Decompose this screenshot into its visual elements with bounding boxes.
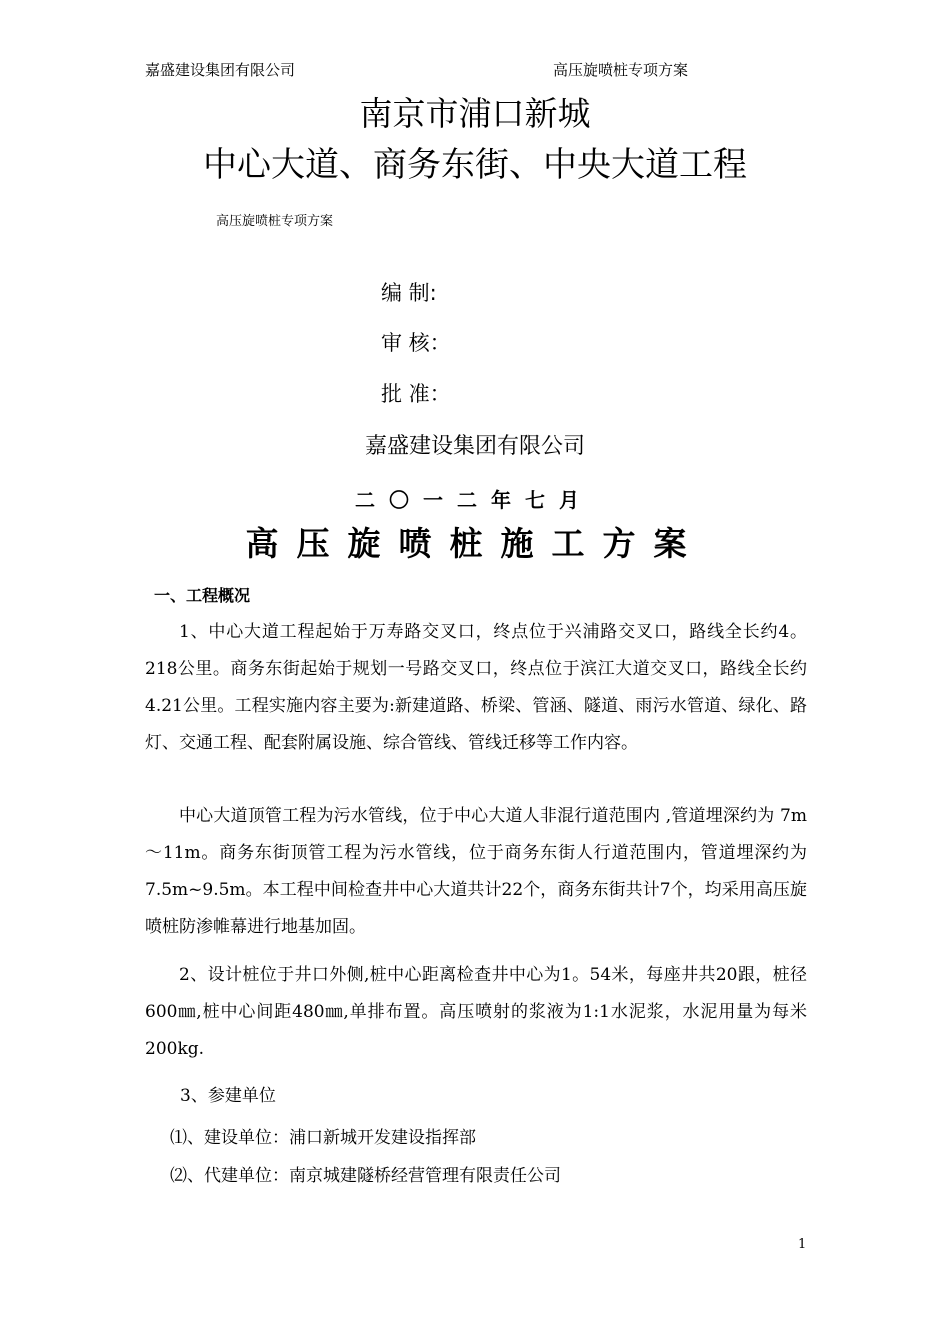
cover-subtitle: 高压旋喷桩专项方案 xyxy=(216,214,334,229)
cover-title-line1: 南京市浦口新城 xyxy=(359,94,591,133)
compiled-by-label: 编 制: xyxy=(381,281,437,305)
document-title: 高压旋喷桩施工方案 xyxy=(245,524,705,563)
header-company: 嘉盛建设集团有限公司 xyxy=(145,61,296,79)
list-item: 3、参建单位 xyxy=(180,1086,276,1106)
paragraph-2: 中心大道顶管工程为污水管线，位于中心大道人非混行道范围内 ,管道埋深约为 7m～11m。商务东街顶管工程为污水管线，位于商务东街人行道范围内，管道埋深约为7.5m~9.5m。本工程中间检查井中心大道共计22个，商务东街共计7个，均采用高压旋喷桩防渗帷幕进行地基加固。 xyxy=(145,806,807,937)
reviewed-by-label: 审 核： xyxy=(381,331,451,355)
cover-title-line2: 中心大道、商务东街、中央大道工程 xyxy=(203,145,747,185)
page-number: 1 xyxy=(798,1237,807,1252)
list-item: ⑵、代建单位：南京城建隧桥经营管理有限责任公司 xyxy=(170,1166,561,1186)
cover-date: 二〇一二年七月 xyxy=(355,488,593,512)
cover-company: 嘉盛建设集团有限公司 xyxy=(364,434,585,459)
list-item: ⑴、建设单位：浦口新城开发建设指挥部 xyxy=(170,1128,476,1148)
paragraph-1: 1、中心大道工程起始于万寿路交叉口，终点位于兴浦路交叉口，路线全长约4。218公里。商务东街起始于规划一号路交叉口，终点位于滨江大道交叉口，路线全长约4.21公里。工程实施内容主要为:新建道路、桥梁、管涵、隧道、雨污水管道、绿化、路灯、交通工程、配套附属设施、综合管线、管线迁移等工作内容。 xyxy=(145,622,807,753)
section-heading: 一、工程概况 xyxy=(154,586,251,605)
approved-by-label: 批 准： xyxy=(381,382,451,406)
header-doc-name: 高压旋喷桩专项方案 xyxy=(553,61,689,79)
paragraph-3: 2、设计桩位于井口外侧,桩中心距离检查井中心为1。54米，每座井共20跟，桩径600㎜,桩中心间距480㎜,单排布置。高压喷射的浆液为1:1水泥浆，水泥用量为每米200kg. xyxy=(145,965,807,1059)
